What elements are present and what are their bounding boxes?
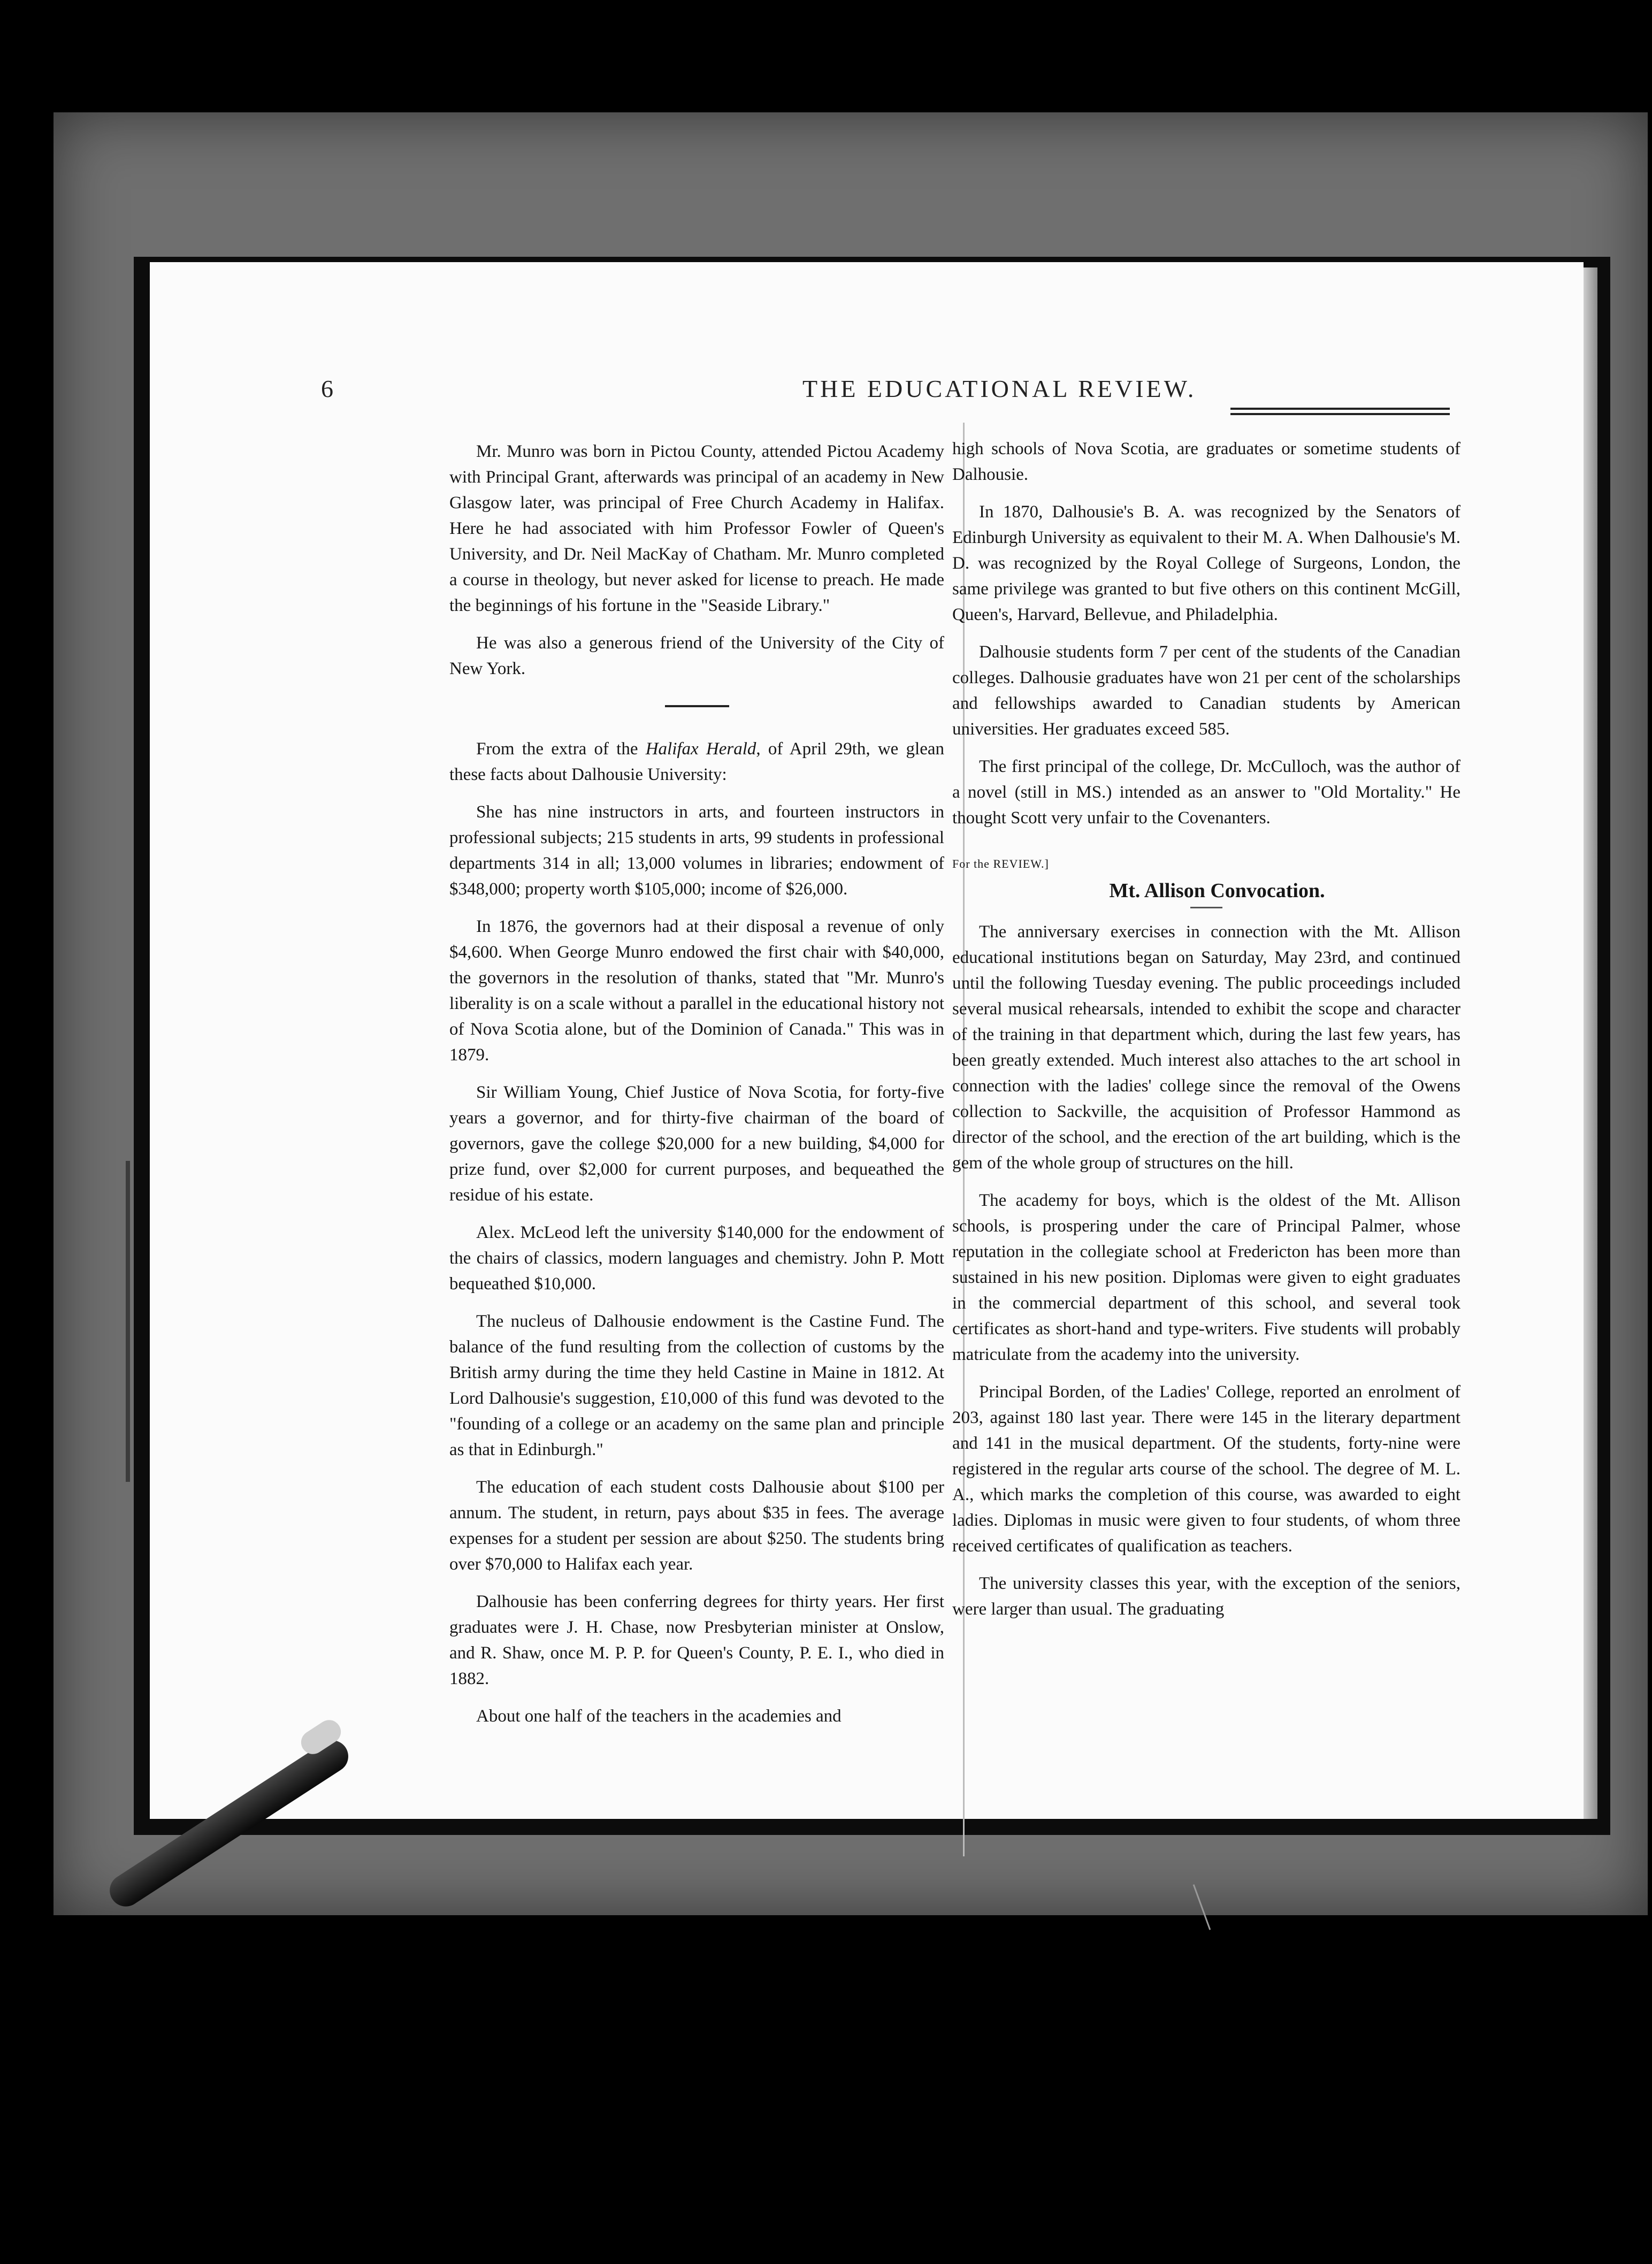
dalhousie-paragraph: In 1876, the governors had at their disposal a revenue of only $4,600. When George Munro endowed the first chair with $40,000, the governors in the resolution of thanks, stated that "Mr. Munro's liberality is on a scale without a parallel in the educational history not of Nova Scotia alone, but of the Dominion of Canada." This was in 1879.	[449, 917, 944, 1065]
dalhousie-paragraph: The education of each student costs Dalhousie about $100 per annum. The student, in return, pays about $35 in fees. The average expenses for a student per session are about $250. The students bring over $70,000 to Halifax each year.	[449, 1478, 944, 1574]
dalhousie-paragraph: About one half of the teachers in the academies and	[476, 1707, 842, 1726]
page-spine-edge	[1584, 267, 1597, 1819]
running-head: THE EDUCATIONAL REVIEW.	[802, 375, 1197, 402]
right-column	[952, 436, 1460, 1634]
dalhousie-intro	[449, 736, 944, 787]
intro-text: From the extra of the	[476, 739, 646, 759]
munro-paragraph: Mr. Munro was born in Pictou County, attended Pictou Academy with Principal Grant, afterwards was principal of an academy in New Glasgow later, was principal of Free Church Academy in Halifax. Here he had associated with him Professor Fowler of Queen's University, and Dr. Neil MacKay of Chatham. Mr. Munro completed a course in theology, but never asked for license to preach. He made the beginnings of his fortune in the "Seaside Library."	[449, 442, 944, 615]
allison-paragraph: Principal Borden, of the Ladies' College, reported an enrolment of 203, against 180 last year. There were 145 in the literary department and 141 in the musical department. Of the students, forty-nine were registered in the regular arts course of the school. The degree of M. L. A., which marks the completion of this course, was awarded to eight ladies. Diplomas in music were given to four students, of whom three received certificates of qualification as teachers.	[952, 1382, 1460, 1556]
page-number: 6	[321, 375, 333, 402]
left-column	[449, 439, 944, 1741]
dalhousie-paragraph: In 1870, Dalhousie's B. A. was recognized by the Senators of Edinburgh University as equivalent to their M. A. When Dalhousie's M. D. was recognized by the Royal College of Surgeons, London, the same privilege was granted to but five others on this continent McGill, Queen's, Harvard, Bellevue, and Philadelphia.	[952, 502, 1460, 624]
dalhousie-paragraph: Sir William Young, Chief Justice of Nova Scotia, for forty-five years a governor, and for thirty-five chairman of the board of governors, gave the college $20,000 for a new building, $4,000 for prize fund, over $2,000 for current purposes, and bequeathed the residue of his estate.	[449, 1083, 944, 1205]
header-rule	[1230, 408, 1450, 410]
munro-paragraph: He was also a generous friend of the University of the City of New York.	[449, 633, 944, 678]
title-rule	[1190, 907, 1222, 908]
section-separator	[665, 705, 729, 707]
dalhousie-paragraph: Alex. McLeod left the university $140,000 for the endowment of the chairs of classics, modern languages and chemistry. John P. Mott bequeathed $10,000.	[449, 1223, 944, 1294]
allison-paragraph: The academy for boys, which is the oldest of the Mt. Allison schools, is prospering under the care of Principal Palmer, whose reputation in the collegiate school at Fredericton has been more than sustained in his new position. Diplomas were given to eight graduates in the commercial department of this school, and several took certificates as short-hand and type-writers. Five students will probably matriculate from the academy into the university.	[952, 1191, 1460, 1364]
article-title: Mt. Allison Convocation.	[1109, 879, 1325, 902]
dalhousie-paragraph: Dalhousie has been conferring degrees for thirty years. Her first graduates were J. H. Chase, now Presbyterian minister at Onslow, and R. Shaw, once M. P. P. for Queen's County, P. E. I., who died in 1882.	[449, 1592, 944, 1688]
allison-paragraph: The university classes this year, with the exception of the seniors, were larger than usual. The graduating	[952, 1574, 1460, 1619]
continued-text: high schools of Nova Scotia, are graduates or sometime students of Dalhousie.	[952, 439, 1460, 484]
newspaper-name: Halifax Herald	[645, 739, 756, 759]
header-rule	[1230, 413, 1450, 415]
dalhousie-paragraph: She has nine instructors in arts, and fourteen instructors in professional subjects; 215 students in arts, 99 students in professional departments 314 in all; 13,000 volumes in libraries; endowment of $348,000; property worth $105,000; income of $26,000.	[449, 802, 944, 899]
dalhousie-paragraph: Dalhousie students form 7 per cent of the students of the Canadian colleges. Dalhousie graduates have won 21 per cent of the scholarships and fellowships awarded to Canadian students by American universities. Her graduates exceed 585.	[952, 643, 1460, 739]
intro-text: , of April 29th, we glean these facts about Dalhousie University:	[449, 739, 944, 784]
background-mark	[126, 1161, 130, 1482]
dalhousie-paragraph: The nucleus of Dalhousie endowment is the Castine Fund. The balance of the fund resulting from the collection of customs by the British army during the time they held Castine in Maine in 1812. At Lord Dalhousie's suggestion, £10,000 of this fund was devoted to the "founding of a college or an academy on the same plan and principle as that in Edinburgh."	[449, 1312, 944, 1459]
dalhousie-paragraph: The first principal of the college, Dr. McCulloch, was the author of a novel (still in MS.) intended as an answer to "Old Mortality." He thought Scott very unfair to the Covenanters.	[952, 757, 1460, 828]
article-credit: For the REVIEW.]	[952, 857, 1049, 870]
allison-paragraph: The anniversary exercises in connection with the Mt. Allison educational institutions began on Saturday, May 23rd, and continued until the following Tuesday evening. The public proceedings included several musical rehearsals, intended to exhibit the scope and character of the training in that department which, during the last few years, has been greatly extended. Much interest also attaches to the art school in connection with the ladies' college since the removal of the Owens collection to Sackville, the acquisition of Professor Hammond as director of the school, and the erection of the art building, which is the gem of the whole group of structures on the hill.	[952, 922, 1460, 1173]
